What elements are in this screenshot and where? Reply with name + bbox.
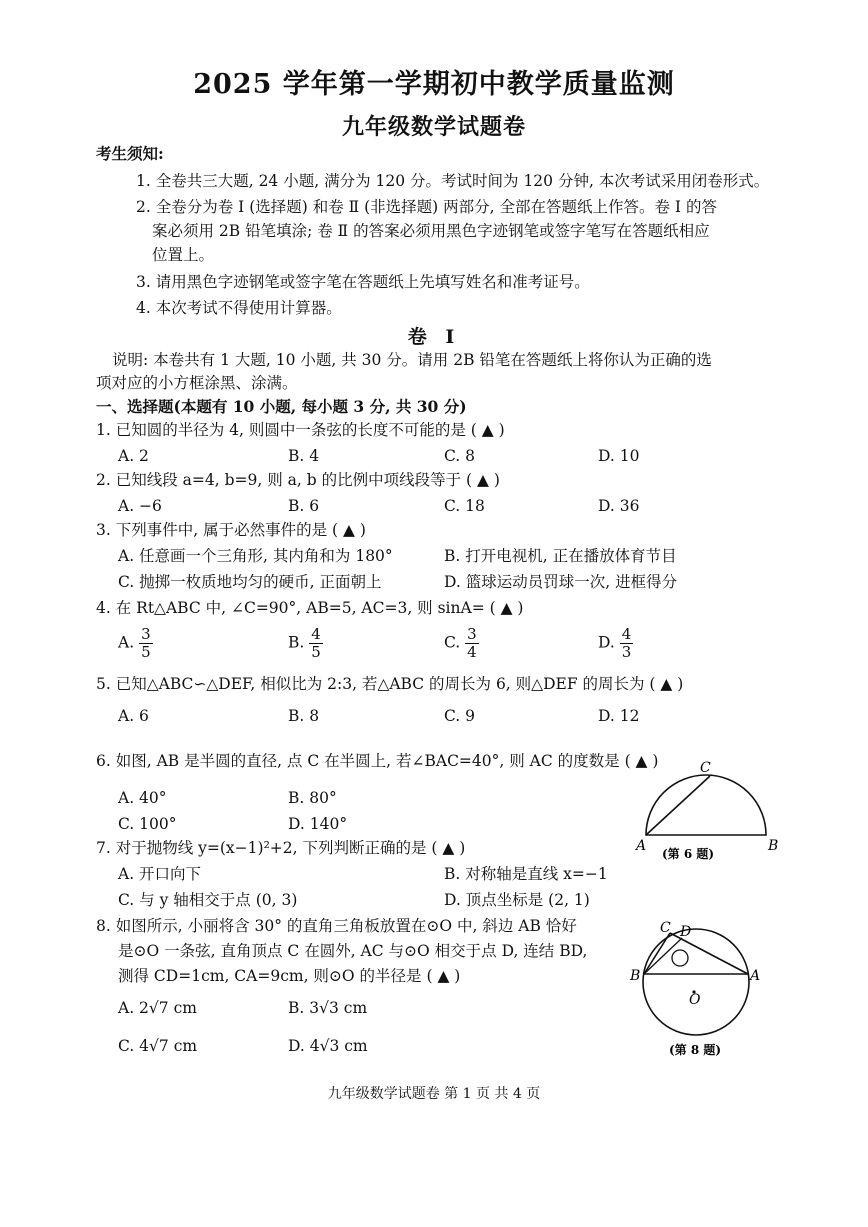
notice-item-4: 4. 本次考试不得使用计算器。 xyxy=(136,299,342,317)
q8-stem-line1: 8. 如图所示, 小丽将含 30° 的直角三角板放置在⊙O 中, 斜边 AB 恰好 xyxy=(96,917,577,935)
page-subtitle: 九年级数学试题卷 xyxy=(341,114,526,140)
q8-stem-line3: 测得 CD=1cm, CA=9cm, 则⊙O 的半径是 ( ▲ ) xyxy=(118,967,461,985)
section-desc-line2: 项对应的小方框涂黑、涂满。 xyxy=(96,374,298,392)
q2-stem: 2. 已知线段 a=4, b=9, 则 a, b 的比例中项线段等于 ( ▲ ) xyxy=(96,471,500,489)
q4-option-d-den: 3 xyxy=(621,643,632,661)
notice-item-2-cont2: 位置上。 xyxy=(152,246,215,264)
q2-option-c: C. 18 xyxy=(444,497,485,515)
q5-option-b: B. 8 xyxy=(288,707,320,725)
q8-label-a: A xyxy=(750,968,761,984)
q6-stem: 6. 如图, AB 是半圆的直径, 点 C 在半圆上, 若∠BAC=40°, 则 AC 的度数是 ( ▲ ) xyxy=(96,752,659,770)
q6-option-d: D. 140° xyxy=(288,815,348,833)
q4-option-a xyxy=(118,626,153,661)
q6-option-a: A. 40° xyxy=(118,789,167,807)
q8-label-c: C xyxy=(660,920,671,936)
q8-option-a: A. 2√7 cm xyxy=(118,999,197,1017)
q4-option-d-letter: D. xyxy=(598,633,615,652)
q6-semicircle-shape xyxy=(646,775,766,835)
q3-option-c: C. 抛掷一枚质地均匀的硬币, 正面朝上 xyxy=(118,573,382,591)
q1-option-b: B. 4 xyxy=(288,447,320,465)
q8-label-d: D xyxy=(680,924,692,940)
q4-option-c-num: 3 xyxy=(467,625,477,643)
q2-option-d: D. 36 xyxy=(598,497,640,515)
q4-option-b xyxy=(288,626,323,661)
q7-stem: 7. 对于抛物线 y=(x−1)²+2, 下列判断正确的是 ( ▲ ) xyxy=(96,839,466,857)
q8-stem-line2: 是⊙O 一条弦, 直角顶点 C 在圆外, AC 与⊙O 相交于点 D, 连结 BD, xyxy=(118,942,588,960)
q5-option-a: A. 6 xyxy=(118,707,149,725)
q8-label-o: O xyxy=(689,992,701,1008)
q4-stem: 4. 在 Rt△ABC 中, ∠C=90°, AB=5, AC=3, 则 sinA= ( ▲ ) xyxy=(96,599,524,617)
q6-semicircle-figure xyxy=(628,760,778,865)
q5-stem: 5. 已知△ABC∽△DEF, 相似比为 2:3, 若△ABC 的周长为 6, 则△DEF 的周长为 ( ▲ ) xyxy=(96,675,684,693)
q4-option-b-den: 5 xyxy=(311,643,321,661)
section-part-heading: 一、选择题(本题有 10 小题, 每小题 3 分, 共 30 分) xyxy=(96,397,467,416)
q4-option-b-letter: B. xyxy=(288,633,305,652)
q4-option-d-num: 4 xyxy=(621,625,632,643)
q4-option-b-fraction xyxy=(309,626,323,661)
q5-option-c: C. 9 xyxy=(444,707,476,725)
q4-option-d xyxy=(598,626,633,661)
section-desc-line1: 说明: 本卷共有 1 大题, 10 小题, 共 30 分。请用 2B 铅笔在答题纸上将你认为正确的选 xyxy=(112,351,712,369)
q7-option-d: D. 顶点坐标是 (2, 1) xyxy=(444,891,590,909)
q8-circle-shape xyxy=(643,929,749,1035)
q4-option-a-num: 3 xyxy=(141,625,151,643)
notice-item-1: 1. 全卷共三大题, 24 小题, 满分为 120 分。考试时间为 120 分钟, 本次考试采用闭卷形式。 xyxy=(136,172,770,190)
section-title: 卷 Ⅰ xyxy=(407,326,461,348)
q8-option-c: C. 4√7 cm xyxy=(118,1037,198,1055)
q7-option-b: B. 对称轴是直线 x=−1 xyxy=(444,865,608,883)
notice-item-3: 3. 请用黑色字迹钢笔或签字笔在答题纸上先填写姓名和准考证号。 xyxy=(136,273,590,291)
q3-stem: 3. 下列事件中, 属于必然事件的是 ( ▲ ) xyxy=(96,521,366,539)
q8-option-b: B. 3√3 cm xyxy=(288,999,368,1017)
q3-option-a: A. 任意画一个三角形, 其内角和为 180° xyxy=(118,547,393,565)
q4-option-c xyxy=(444,626,479,661)
page-footer: 九年级数学试题卷 第 1 页 共 4 页 xyxy=(327,1086,541,1102)
q1-option-d: D. 10 xyxy=(598,447,640,465)
notice-heading: 考生须知: xyxy=(96,144,164,163)
q8-option-d: D. 4√3 cm xyxy=(288,1037,368,1055)
q6-chord-ac xyxy=(646,776,710,835)
q8-circle-figure xyxy=(624,918,774,1060)
page-title: 2025 学年第一学期初中教学质量监测 xyxy=(193,69,675,100)
q4-option-a-den: 5 xyxy=(141,643,151,661)
q7-option-a: A. 开口向下 xyxy=(118,865,202,883)
q1-option-a: A. 2 xyxy=(118,447,149,465)
q6-label-c: C xyxy=(700,760,711,776)
q7-option-c: C. 与 y 轴相交于点 (0, 3) xyxy=(118,891,298,909)
q3-option-b: B. 打开电视机, 正在播放体育节目 xyxy=(444,547,677,565)
q4-option-c-fraction xyxy=(465,626,479,661)
q1-option-c: C. 8 xyxy=(444,447,476,465)
q8-label-b: B xyxy=(630,968,641,984)
q6-figure-caption: (第 6 题) xyxy=(662,847,715,861)
q4-option-a-letter: A. xyxy=(118,633,135,652)
q1-stem: 1. 已知圆的半径为 4, 则圆中一条弦的长度不可能的是 ( ▲ ) xyxy=(96,421,505,439)
q8-small-circle xyxy=(672,950,688,966)
q6-label-b: B xyxy=(768,838,778,854)
q6-option-b: B. 80° xyxy=(288,789,337,807)
q4-option-d-fraction xyxy=(620,626,634,661)
q6-option-c: C. 100° xyxy=(118,815,177,833)
notice-item-2: 2. 全卷分为卷 Ⅰ (选择题) 和卷 Ⅱ (非选择题) 两部分, 全部在答题纸上作答。卷 Ⅰ 的答 xyxy=(136,198,717,216)
q3-option-d: D. 篮球运动员罚球一次, 进框得分 xyxy=(444,573,678,591)
notice-item-2-cont: 案必须用 2B 铅笔填涂; 卷 Ⅱ 的答案必须用黑色字迹钢笔或签字笔写在答题纸相应 xyxy=(152,222,710,240)
q2-option-b: B. 6 xyxy=(288,497,320,515)
q8-figure-caption: (第 8 题) xyxy=(669,1043,722,1057)
q4-option-b-num: 4 xyxy=(311,625,321,643)
q6-label-a: A xyxy=(636,838,647,854)
q5-option-d: D. 12 xyxy=(598,707,640,725)
q4-option-c-den: 4 xyxy=(467,643,477,661)
q4-option-a-fraction xyxy=(139,626,153,661)
q2-option-a: A. −6 xyxy=(118,497,162,515)
q4-option-c-letter: C. xyxy=(444,633,461,652)
